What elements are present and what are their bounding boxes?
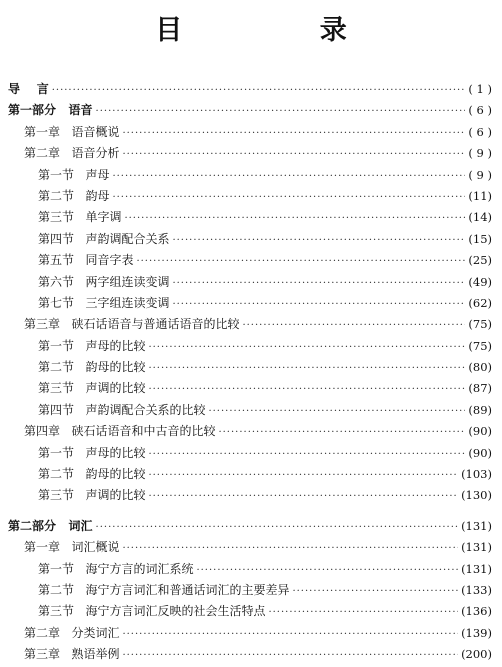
toc-entry-page: (90) [468, 445, 492, 460]
dot-leader [172, 230, 465, 251]
toc-entry-page: (131) [461, 540, 492, 555]
toc-entry-page: ( 9 ) [468, 146, 492, 161]
dot-leader [172, 294, 465, 315]
toc-entry[interactable] [0, 485, 502, 506]
toc-entry-page: (90) [468, 424, 492, 439]
dot-leader [96, 517, 459, 538]
toc-entry-label: 第七节 三字组连读变调 [38, 295, 170, 310]
toc-entry-page: (75) [468, 317, 492, 332]
toc-entry-page: (139) [461, 625, 492, 640]
toc-entry-label: 第二章 语音分析 [24, 146, 120, 161]
toc-entry-label: 第二部分 词汇 [8, 518, 93, 533]
toc-entry-label: 第三节 声调的比较 [38, 488, 146, 503]
toc-entry-page: (87) [468, 381, 492, 396]
toc-entry[interactable] [0, 100, 502, 121]
toc-entry-page: ( 6 ) [468, 124, 492, 139]
toc-entry-page: ( 9 ) [468, 167, 492, 182]
dot-leader [196, 560, 458, 581]
toc-entry-label: 第二节 海宁方言词汇和普通话词汇的主要差异 [38, 582, 290, 597]
dot-leader [268, 602, 458, 623]
dot-leader [112, 166, 465, 187]
toc-entry[interactable] [0, 537, 502, 558]
dot-leader [148, 379, 465, 400]
dot-leader [136, 251, 465, 272]
toc-entry-page: (130) [461, 488, 492, 503]
toc-entry-label: 第二节 韵母的比较 [38, 360, 146, 375]
dot-leader [148, 337, 465, 358]
toc-entry[interactable] [0, 378, 502, 399]
dot-leader [242, 315, 465, 336]
toc-entry[interactable] [0, 623, 502, 644]
toc-entry[interactable] [0, 272, 502, 293]
dot-leader [96, 101, 466, 122]
page-title: 目 录 [155, 15, 411, 46]
toc-entry[interactable] [0, 186, 502, 207]
toc-entry-label: 第六节 两字组连读变调 [38, 274, 170, 289]
dot-leader [52, 80, 466, 101]
toc-entry-label: 第一节 声母的比较 [38, 338, 146, 353]
toc-entry-page: (89) [468, 402, 492, 417]
toc-entry-label: 第二章 分类词汇 [24, 625, 120, 640]
toc-entry-label: 第四章 硖石话语音和中古音的比较 [24, 424, 216, 439]
toc-entry-page: (200) [461, 647, 492, 662]
table-of-contents [0, 79, 502, 666]
toc-entry-page: (136) [461, 604, 492, 619]
toc-entry[interactable] [0, 250, 502, 271]
toc-entry[interactable] [0, 207, 502, 228]
toc-entry-label: 第二节 韵母的比较 [38, 467, 146, 482]
dot-leader [124, 208, 465, 229]
toc-entry-label: 第五节 同音字表 [38, 253, 134, 268]
toc-entry-page: (131) [461, 518, 492, 533]
toc-entry-label: 第四节 声韵调配合关系的比较 [38, 402, 206, 417]
toc-entry[interactable] [0, 229, 502, 250]
toc-entry[interactable] [0, 143, 502, 164]
dot-leader [148, 444, 465, 465]
dot-leader [148, 486, 458, 507]
dot-leader [122, 144, 465, 165]
toc-entry-label: 导 言 [8, 82, 49, 96]
toc-entry-page: (133) [461, 582, 492, 597]
toc-entry-label: 第一节 声母的比较 [38, 445, 146, 460]
toc-entry-label: 第二节 韵母 [38, 188, 110, 203]
toc-entry-page: (75) [468, 338, 492, 353]
toc-entry[interactable] [0, 357, 502, 378]
toc-entry-page: (80) [468, 360, 492, 375]
dot-leader [148, 358, 465, 379]
toc-entry[interactable] [0, 559, 502, 580]
toc-entry-label: 第三节 海宁方言词汇反映的社会生活特点 [38, 604, 266, 619]
toc-entry-label: 第一章 词汇概说 [24, 540, 120, 555]
dot-leader [122, 624, 458, 645]
toc-entry[interactable] [0, 580, 502, 601]
dot-leader [172, 273, 465, 294]
toc-entry-label: 第三节 单字调 [38, 210, 122, 225]
toc-entry-label: 第三章 熟语举例 [24, 647, 120, 662]
toc-entry-page: ( 6 ) [468, 103, 492, 118]
toc-entry-page: (11) [468, 188, 492, 203]
toc-entry-label: 第一章 语音概说 [24, 124, 120, 139]
toc-entry[interactable] [0, 314, 502, 335]
toc-entry-page: (62) [468, 295, 492, 310]
toc-entry[interactable] [0, 464, 502, 485]
toc-entry[interactable] [0, 516, 502, 537]
toc-entry-label: 第一节 声母 [38, 167, 110, 182]
dot-leader [112, 187, 465, 208]
toc-entry[interactable] [0, 421, 502, 442]
toc-entry[interactable] [0, 165, 502, 186]
toc-entry[interactable] [0, 601, 502, 622]
toc-entry-page: (131) [461, 561, 492, 576]
dot-leader [122, 645, 458, 666]
toc-entry-page: (15) [468, 231, 492, 246]
toc-entry-label: 第四节 声韵调配合关系 [38, 231, 170, 246]
toc-entry-page: (14) [468, 210, 492, 225]
toc-entry[interactable] [0, 122, 502, 143]
dot-leader [218, 422, 465, 443]
toc-entry[interactable] [0, 443, 502, 464]
toc-entry-label: 第三章 硖石话语音与普通话语音的比较 [24, 317, 240, 332]
toc-entry-page: (103) [461, 467, 492, 482]
toc-entry-page: ( 1 ) [468, 82, 492, 96]
toc-entry-page: (49) [468, 274, 492, 289]
toc-entry[interactable] [0, 79, 502, 100]
toc-entry-label: 第一节 海宁方言的词汇系统 [38, 561, 194, 576]
toc-entry[interactable] [0, 400, 502, 421]
toc-entry-page: (25) [468, 253, 492, 268]
dot-leader [122, 538, 458, 559]
toc-entry[interactable] [0, 293, 502, 314]
toc-entry[interactable] [0, 336, 502, 357]
toc-entry-label: 第三节 声调的比较 [38, 381, 146, 396]
toc-entry[interactable] [0, 644, 502, 665]
dot-leader [292, 581, 458, 602]
dot-leader [148, 465, 458, 486]
toc-entry-label: 第一部分 语音 [8, 103, 93, 118]
dot-leader [208, 401, 465, 422]
dot-leader [122, 123, 465, 144]
